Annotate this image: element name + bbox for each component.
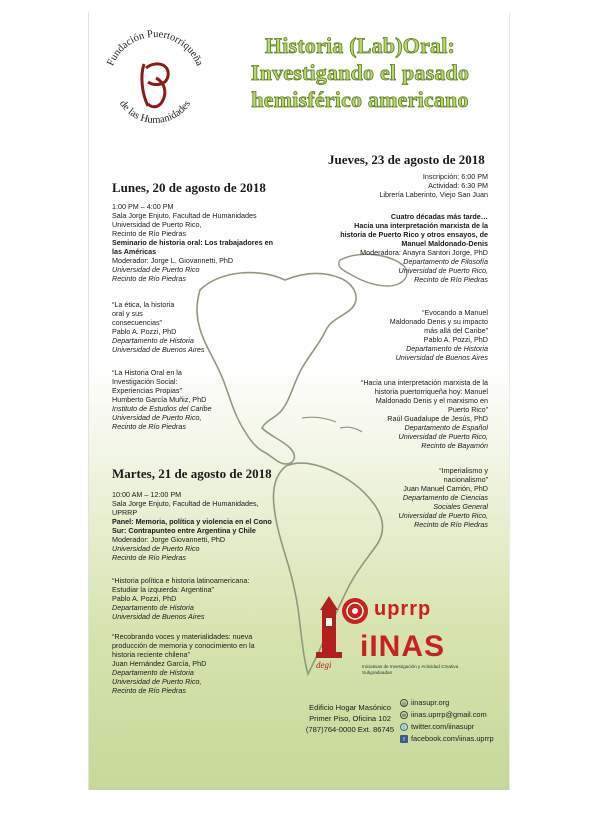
thursday-book-session — [340, 212, 488, 284]
svg-text:Fundación Puertorriqueña — [105, 29, 204, 68]
foundation-name-bottom: de las Humanidades — [116, 98, 194, 127]
talk-title: nacionalismo” — [443, 475, 488, 484]
iinas-logo — [360, 632, 480, 676]
monday-date: Lunes, 20 de agosto de 2018 — [112, 180, 266, 195]
facebook-link[interactable]: f facebook.com/iinas.uprrp — [400, 733, 494, 745]
session-title: historia de Puerto Rico y otros ensayos, de — [340, 230, 488, 239]
affiliation: Universidad de Puerto Rico, — [398, 432, 488, 441]
affiliation: Sociales General — [433, 502, 488, 511]
affiliation: Universidad de Buenos Aires — [112, 612, 205, 621]
affiliation: Universidad de Puerto Rico, — [112, 677, 202, 686]
venue: Sala Jorge Enjuto, Facultad de Humanidades — [112, 211, 257, 220]
talk-title: más allá del Caribe” — [424, 326, 488, 335]
event-title — [222, 32, 498, 113]
email-link[interactable]: ✉ iinas.uprrp@gmail.com — [401, 710, 487, 719]
talk-title: Investigación Social: — [112, 377, 178, 386]
panel-title: Panel: Memoria, política y violencia en el Cono — [112, 517, 272, 526]
talk-title: “La ética, la historia — [112, 300, 175, 309]
iinas-wordmark: iINAS — [360, 630, 446, 663]
twitter-link[interactable]: t twitter.com/iinasupr — [400, 721, 494, 733]
monday-info — [112, 202, 273, 283]
affiliation: Recinto de Río Piedras — [414, 520, 488, 529]
contact-links — [400, 697, 494, 745]
affiliation: Universidad de Puerto Rico, — [398, 266, 488, 275]
tuesday-talk-2 — [112, 632, 255, 695]
activity-time: Actividad: 6:30 PM — [428, 181, 488, 190]
seminar-title: las Américas — [112, 247, 157, 256]
speaker: Pablo A. Pozzi, PhD — [112, 327, 177, 336]
affiliation: Departamento de Historia — [112, 336, 194, 345]
speaker: Juan Manuel Carrión, PhD — [403, 484, 488, 493]
talk-title: Maldonado Denis y su impacto — [389, 317, 488, 326]
moderator: Moderadora: Anayra Santori Jorge, PhD — [360, 248, 488, 257]
talk-title: “Recobrando voces y materialidades: nueva — [112, 632, 253, 641]
affiliation: Universidad de Puerto Rico — [112, 544, 200, 553]
thursday-talk-3 — [399, 466, 489, 529]
speaker: Raúl Guadalupe de Jesús, PhD — [387, 414, 488, 423]
svg-text:de las Humanidades — [117, 99, 193, 126]
address-line: Primer Piso, Oficina 102 — [309, 714, 391, 723]
affiliation: Departamento de Ciencias — [402, 493, 488, 502]
thursday-times — [379, 172, 488, 199]
address-line: Edificio Hogar Masónico — [309, 703, 391, 712]
talk-title: Maldonado Denis y el marxismo en — [375, 396, 488, 405]
degi-logo — [308, 594, 350, 674]
tuesday-info — [112, 490, 272, 562]
affiliation: Departamento de Historia — [112, 603, 194, 612]
title-line-1: Historia (Lab)Oral: — [264, 33, 456, 58]
uprrp-wordmark: uprrp — [374, 598, 432, 620]
affiliation: Recinto de Río Piedras — [112, 422, 186, 431]
talk-title: consecuencias” — [112, 318, 162, 327]
venue: UPRRP — [112, 508, 138, 517]
foundation-logo — [96, 20, 214, 138]
affiliation: Instituto de Estudios del Caribe — [112, 404, 212, 413]
talk-title: Experiencias Propias” — [112, 386, 182, 395]
affiliation: Recinto de Bayamón — [421, 441, 488, 450]
affiliation: Departamento de Historia — [406, 344, 488, 353]
venue: Recinto de Río Piedras — [112, 229, 186, 238]
twitter-icon: t — [400, 723, 408, 731]
speaker: Pablo A. Pozzi, PhD — [112, 594, 177, 603]
affiliation: Departamento de Historia — [112, 668, 194, 677]
website-link[interactable]: ◎ iinasupr.org — [401, 698, 450, 707]
session-title: Manuel Maldonado-Denis — [401, 239, 488, 248]
venue: Sala Jorge Enjuto, Facultad de Humanidades, — [112, 499, 259, 508]
seminar-title: Seminario de historia oral: Los trabajadores en — [112, 238, 273, 247]
tuesday-talk-1 — [112, 576, 249, 621]
affiliation: Recinto de Río Piedras — [112, 553, 186, 562]
affiliation: Universidad de Buenos Aires — [395, 353, 488, 362]
talk-title: Puerto Rico” — [448, 405, 488, 414]
affiliation: Recinto de Río Piedras — [112, 686, 186, 695]
thursday-talk-1 — [390, 308, 488, 362]
panel-title: Sur: Contrapunteo entre Argentina y Chile — [112, 526, 256, 535]
affiliation: Universidad de Puerto Rico — [112, 265, 200, 274]
affiliation: Universidad de Puerto Rico, — [398, 511, 488, 520]
uprrp-logo — [340, 596, 480, 626]
thursday-date: Jueves, 23 de agosto de 2018 — [328, 152, 485, 167]
affiliation: Recinto de Río Piedras — [414, 275, 488, 284]
moderator: Moderador: Jorge Giovannetti, PhD — [112, 535, 226, 544]
talk-title: historia reciente chilena” — [112, 650, 190, 659]
facebook-icon: f — [400, 735, 408, 743]
talk-title: “Historia política e historia latinoamericana: — [112, 576, 250, 585]
email-icon: ✉ — [401, 713, 407, 719]
moderator: Moderador: Jorge L. Giovannetti, PhD — [112, 256, 234, 265]
thursday-talk-2 — [361, 378, 488, 450]
degi-wordmark: degi — [316, 660, 332, 670]
venue: Librería Laberinto, Viejo San Juan — [379, 190, 488, 199]
tuesday-date: Martes, 21 de agosto de 2018 — [112, 466, 272, 481]
speaker: Juan Hernández García, PhD — [112, 659, 207, 668]
talk-title: “La Historia Oral en la — [112, 368, 182, 377]
phone-number: (787)764-0000 Ext. 86745 — [305, 725, 395, 734]
session-time: 1:00 PM – 4:00 PM — [112, 202, 174, 211]
talk-title: Estudiar la izquierda: Argentina” — [112, 585, 214, 594]
talk-title: “Evocando a Manuel — [422, 308, 488, 317]
title-line-3: hemisférico americano — [251, 87, 469, 112]
affiliation: Universidad de Buenos Aires — [112, 345, 205, 354]
tower-icon — [308, 594, 350, 660]
talk-title: “Imperialismo y — [439, 466, 488, 475]
fph-monogram — [142, 64, 168, 107]
session-title: Cuatro décadas más tarde… — [390, 212, 488, 221]
globe-icon: ◎ — [401, 701, 407, 707]
talk-title: oral y sus — [112, 309, 143, 318]
talk-title: “Hacia una interpretación marxista de la — [360, 378, 488, 387]
contact-address — [300, 702, 400, 735]
affiliation: Universidad de Puerto Rico, — [112, 413, 202, 422]
monday-talk-2 — [112, 368, 212, 431]
foundation-name-top: Fundación Puertorriqueña — [105, 28, 205, 68]
registration-time: Inscripción: 6:00 PM — [422, 172, 488, 181]
session-time: 10:00 AM – 12:00 PM — [112, 490, 182, 499]
affiliation: Departamento de Español — [404, 423, 488, 432]
title-line-2: Investigando el pasado — [250, 60, 470, 85]
talk-title: producción de memoria y conocimiento en la — [112, 641, 255, 650]
affiliation: Departamento de Filosofía — [403, 257, 488, 266]
talk-title: historia puertorriqueña hoy: Manuel — [374, 387, 488, 396]
affiliation: Recinto de Río Piedras — [112, 274, 186, 283]
speaker: Pablo A. Pozzi, PhD — [423, 335, 488, 344]
iinas-tagline: Iniciativas de Investigación y Actividad Creativa Subgraduadas — [362, 664, 459, 675]
session-title: Hacia una interpretación marxista de la — [354, 221, 488, 230]
monday-talk-1 — [112, 300, 204, 354]
venue: Universidad de Puerto Rico, — [112, 220, 202, 229]
speaker: Humberto García Muñiz, PhD — [112, 395, 207, 404]
